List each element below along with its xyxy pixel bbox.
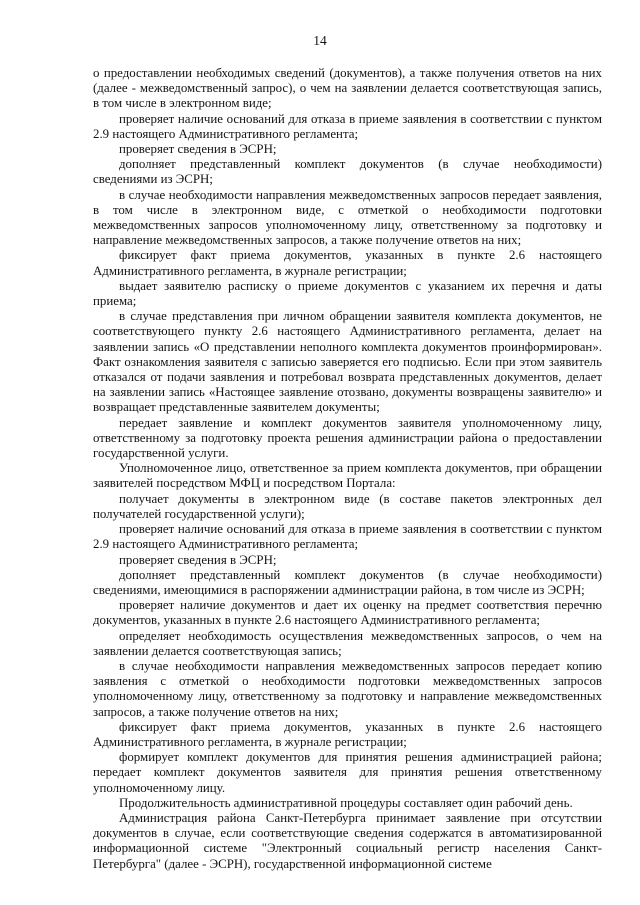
paragraph: получает документы в электронном виде (в составе пакетов электронных дел получателей государственной услуги); [93, 491, 602, 521]
paragraph: передает заявление и комплект документов заявителя уполномоченному лицу, ответственному за подготовку проекта решения администрации района о предоставлении государственной услуги. [93, 415, 602, 461]
paragraph: в случае необходимости направления межведомственных запросов передает заявления, в том числе в электронном виде, с отметкой о необходимости подготовки межведомственных запросов уполномоченному лицу, ответственному за подготовку и направление межведомственных запросов, а также получение ответов на них; [93, 187, 602, 248]
paragraph: в случае необходимости направления межведомственных запросов передает копию заявления с отметкой о необходимости подготовки межведомственных запросов уполномоченному лицу, ответственному за подготовку и направление межведомственных запросов, а также получение ответов на них; [93, 658, 602, 719]
paragraph: Продолжительность административной процедуры составляет один рабочий день. [119, 795, 573, 810]
paragraph: проверяет сведения в ЭСРН; [119, 142, 277, 157]
paragraph: Уполномоченное лицо, ответственное за прием комплекта документов, при обращении заявителей посредством МФЦ и посредством Портала: [93, 461, 602, 491]
paragraph: фиксирует факт приема документов, указанных в пункте 2.6 настоящего Административного регламента, в журнале регистрации; [93, 248, 602, 278]
paragraph: Администрация района Санкт-Петербурга принимает заявление при отсутствии документов в случае, если соответствующие сведения содержатся в автоматизированной информационной системе "Электронный социальный регистр населения Санкт-Петербурга" (далее - ЭСРН), государственной информационной системе [93, 810, 602, 871]
paragraph: в случае представления при личном обращении заявителя комплекта документов, не соответствующего пункту 2.6 настоящего Административного регламента, делает на заявлении запись «О представлении неполного комплекта документов проинформирован». Факт ознакомления заявителя с записью заверяется его подписью. Если при этом заявитель отказался от подачи заявления и потребовал возврата представленных документов, делает на заявлении запись «Настоящее заявление отозвано, документы возвращены заявителю» и возвращает представленные заявителем документы; [93, 309, 602, 415]
paragraph: проверяет наличие документов и дает их оценку на предмет соответствия перечню документов, указанных в пункте 2.6 настоящего Административного регламента; [93, 598, 602, 628]
paragraph: формирует комплект документов для принятия решения администрацией района; передает комплект документов заявителя для принятия решения ответственному уполномоченному лицу. [93, 750, 602, 795]
paragraph: фиксирует факт приема документов, указанных в пункте 2.6 настоящего Административного регламента, в журнале регистрации; [93, 719, 602, 749]
paragraph: определяет необходимость осуществления межведомственных запросов, о чем на заявлении делается соответствующая запись; [93, 628, 602, 658]
paragraph: выдает заявителю расписку о приеме документов с указанием их перечня и даты приема; [93, 278, 602, 309]
paragraph: дополняет представленный комплект документов (в случае необходимости) сведениями, имеющимися в распоряжении администрации района, в том числе из ЭСРН; [93, 567, 602, 597]
paragraph: дополняет представленный комплект документов (в случае необходимости) сведениями из ЭСРН; [93, 157, 602, 187]
paragraph: проверяет наличие оснований для отказа в приеме заявления в соответствии с пунктом 2.9 настоящего Административного регламента; [93, 111, 602, 141]
page-number: 14 [313, 33, 327, 48]
paragraph: проверяет сведения в ЭСРН; [119, 552, 277, 567]
paragraph: проверяет наличие оснований для отказа в приеме заявления в соответствии с пунктом 2.9 настоящего Административного регламента; [93, 522, 602, 552]
paragraph: о предоставлении необходимых сведений (документов), а также получения ответов на них (далее - межведомственный запрос), о чем на заявлении делается соответствующая запись, в том числе в электронном виде; [93, 66, 602, 111]
document-body [93, 66, 602, 872]
